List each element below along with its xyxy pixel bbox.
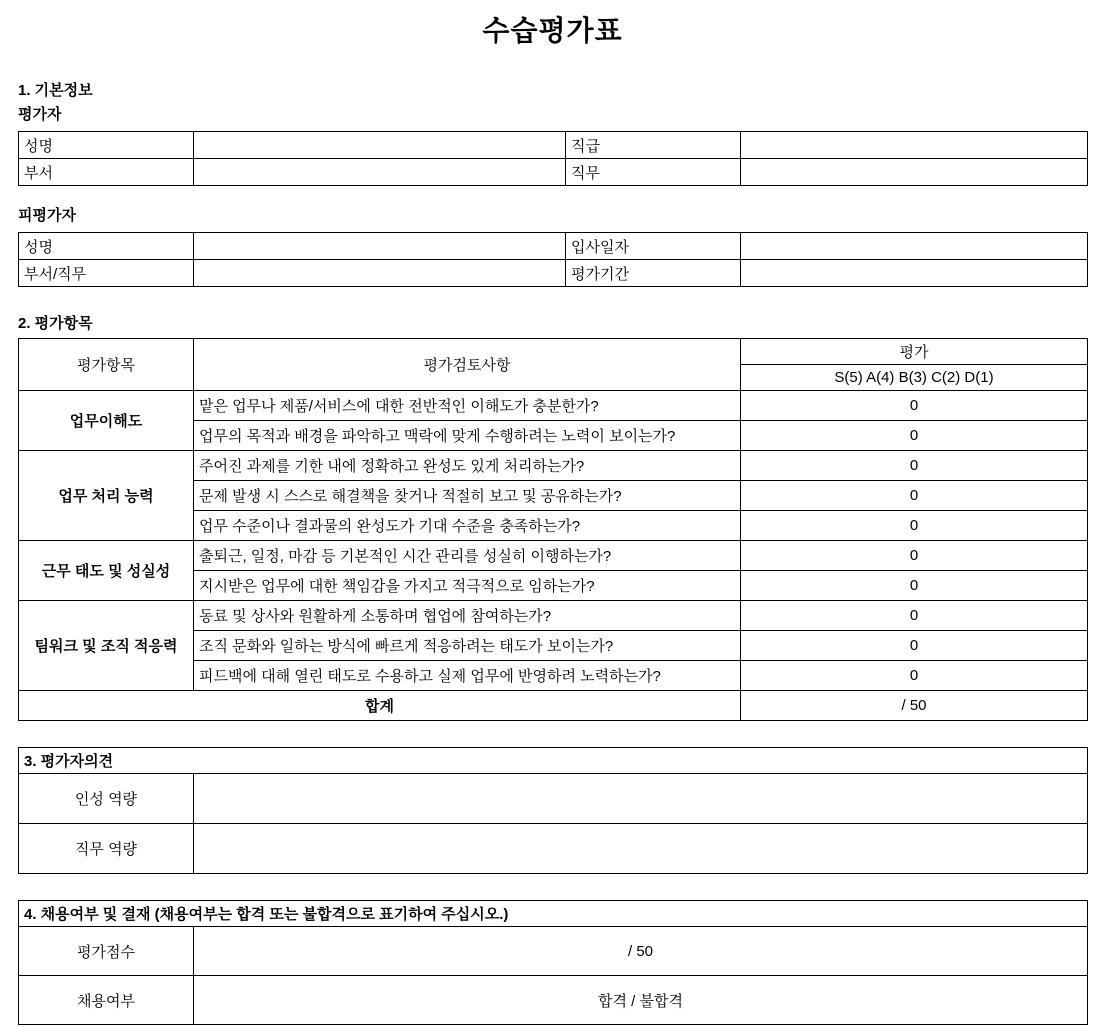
evaluatee-joindate-field[interactable]	[741, 233, 1088, 260]
rating-scale-header: S(5) A(4) B(3) C(2) D(1)	[741, 365, 1088, 391]
section2-heading: 2. 평가항목	[18, 315, 93, 332]
table-row	[19, 233, 1088, 260]
evaluatee-name-field[interactable]	[194, 233, 566, 260]
evaluatee-dept-label: 부서/직무	[19, 260, 194, 287]
hiring-decision-table	[18, 900, 1088, 1025]
question-text: 맡은 업무나 제품/서비스에 대한 전반적인 이해도가 충분한가?	[194, 391, 741, 421]
question-text: 업무의 목적과 배경을 파악하고 맥락에 맞게 수행하려는 노력이 보이는가?	[194, 421, 741, 451]
evaluator-duty-field[interactable]	[741, 159, 1088, 186]
table-row	[19, 260, 1088, 287]
table-row	[19, 927, 1088, 976]
score-field[interactable]: 0	[741, 421, 1088, 451]
table-row	[19, 601, 1088, 631]
table-row	[19, 451, 1088, 481]
question-text: 지시받은 업무에 대한 책임감을 가지고 적극적으로 임하는가?	[194, 571, 741, 601]
section3-heading: 3. 평가자의견	[19, 748, 1088, 774]
category-work-attitude: 근무 태도 및 성실성	[19, 541, 194, 601]
question-text: 주어진 과제를 기한 내에 정확하고 완성도 있게 처리하는가?	[194, 451, 741, 481]
evaluatee-period-label: 평가기간	[566, 260, 741, 287]
evaluator-info-table	[18, 131, 1088, 186]
evaluatee-joindate-label: 입사일자	[566, 233, 741, 260]
evaluator-heading: 평가자	[18, 106, 62, 123]
table-row	[19, 824, 1088, 874]
col-header-criteria: 평가검토사항	[194, 339, 741, 391]
total-label: 합계	[19, 691, 741, 721]
question-text: 업무 수준이나 결과물의 완성도가 기대 수준을 충족하는가?	[194, 511, 741, 541]
evaluator-rank-field[interactable]	[741, 132, 1088, 159]
question-text: 조직 문화와 일하는 방식에 빠르게 적응하려는 태도가 보이는가?	[194, 631, 741, 661]
category-work-processing: 업무 처리 능력	[19, 451, 194, 541]
score-field[interactable]: 0	[741, 511, 1088, 541]
table-row	[19, 391, 1088, 421]
col-header-item: 평가항목	[19, 339, 194, 391]
evaluator-rank-label: 직급	[566, 132, 741, 159]
table-header-row	[19, 748, 1088, 774]
question-text: 동료 및 상사와 원활하게 소통하며 협업에 참여하는가?	[194, 601, 741, 631]
evaluator-opinion-table	[18, 747, 1088, 874]
category-teamwork: 팀워크 및 조직 적응력	[19, 601, 194, 691]
table-header-row	[19, 339, 1088, 365]
table-row	[19, 132, 1088, 159]
score-field[interactable]: 0	[741, 661, 1088, 691]
score-field[interactable]: 0	[741, 391, 1088, 421]
evaluator-name-field[interactable]	[194, 132, 566, 159]
evaluator-duty-label: 직무	[566, 159, 741, 186]
evaluator-name-label: 성명	[19, 132, 194, 159]
evaluator-dept-field[interactable]	[194, 159, 566, 186]
section1-heading: 1. 기본정보	[18, 82, 93, 99]
table-row	[19, 976, 1088, 1025]
evaluation-items-table	[18, 338, 1088, 721]
table-row	[19, 774, 1088, 824]
evaluatee-name-label: 성명	[19, 233, 194, 260]
evaluatee-heading: 피평가자	[18, 207, 76, 224]
question-text: 문제 발생 시 스스로 해결책을 찾거나 적절히 보고 및 공유하는가?	[194, 481, 741, 511]
table-row	[19, 541, 1088, 571]
job-competency-label: 직무 역량	[19, 824, 194, 874]
evaluatee-dept-field[interactable]	[194, 260, 566, 287]
job-competency-field[interactable]	[194, 824, 1088, 874]
form-title: 수습평가표	[482, 15, 623, 46]
evaluatee-period-field[interactable]	[741, 260, 1088, 287]
score-field[interactable]: 0	[741, 631, 1088, 661]
table-header-row	[19, 901, 1088, 927]
question-text: 출퇴근, 일정, 마감 등 기본적인 시간 관리를 성실히 이행하는가?	[194, 541, 741, 571]
hiring-decision-field[interactable]: 합격 / 불합격	[194, 976, 1088, 1025]
hiring-decision-label: 채용여부	[19, 976, 194, 1025]
evaluation-score-label: 평가점수	[19, 927, 194, 976]
category-work-understanding: 업무이해도	[19, 391, 194, 451]
col-header-rating: 평가	[741, 339, 1088, 365]
personality-competency-label: 인성 역량	[19, 774, 194, 824]
score-field[interactable]: 0	[741, 541, 1088, 571]
evaluator-dept-label: 부서	[19, 159, 194, 186]
section4-heading: 4. 채용여부 및 결재 (채용여부는 합격 또는 불합격으로 표기하여 주십시오.)	[19, 901, 1088, 927]
personality-competency-field[interactable]	[194, 774, 1088, 824]
table-row	[19, 159, 1088, 186]
evaluation-score-field[interactable]: / 50	[194, 927, 1088, 976]
evaluatee-info-table	[18, 232, 1088, 287]
score-field[interactable]: 0	[741, 451, 1088, 481]
score-field[interactable]: 0	[741, 571, 1088, 601]
question-text: 피드백에 대해 열린 태도로 수용하고 실제 업무에 반영하려 노력하는가?	[194, 661, 741, 691]
score-field[interactable]: 0	[741, 481, 1088, 511]
total-score-field[interactable]: / 50	[741, 691, 1088, 721]
score-field[interactable]: 0	[741, 601, 1088, 631]
table-row	[19, 691, 1088, 721]
